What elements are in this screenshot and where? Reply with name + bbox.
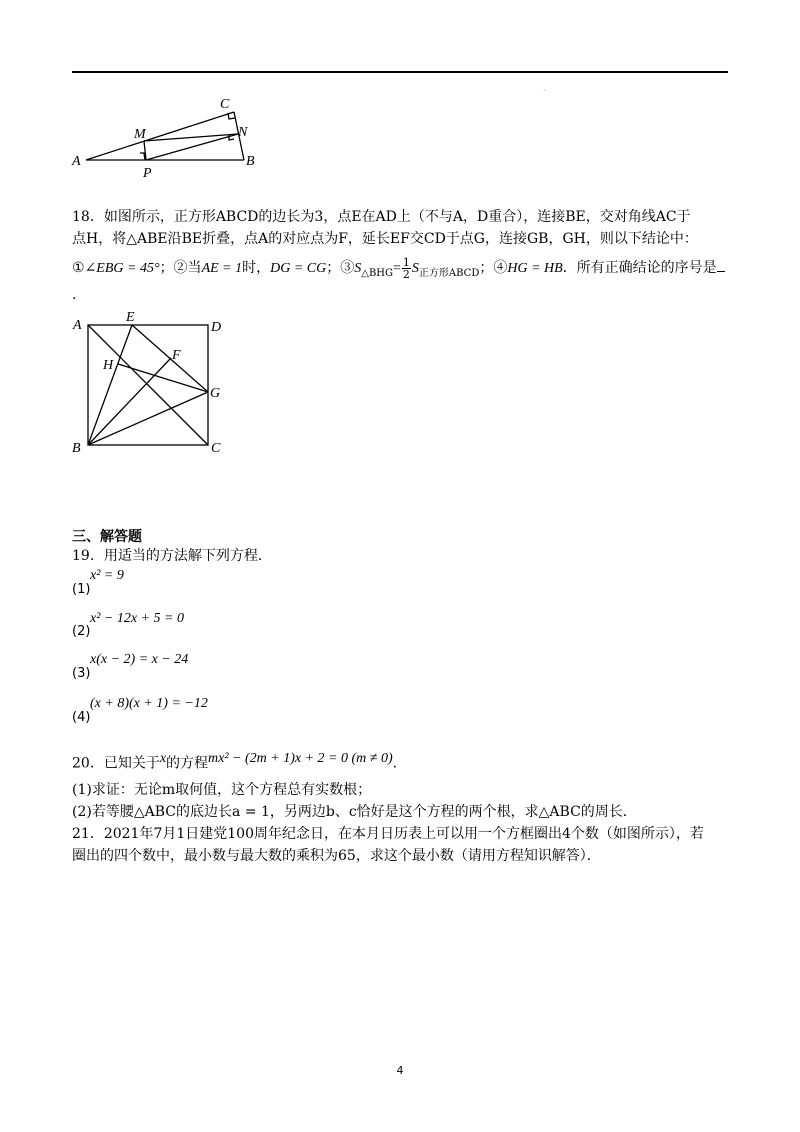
label-b: B [72,441,81,456]
label-c: C [220,97,230,112]
right-angle-p [140,153,145,160]
q20-intro [72,746,397,772]
choice-2-connector: 时， [242,260,271,276]
label-a: A [72,154,81,169]
label-m: M [134,127,146,142]
area-subscript-1: △BHG [361,267,393,279]
choice-1-marker: ① [72,260,85,276]
label-d: D [211,320,222,335]
q20-intro-end: . [392,755,398,772]
q20-part2: (2)若等腰△ABC的底边长a = 1，另两边b、c恰好是这个方程的两个根，求△ABC的周长． [72,804,637,820]
label-g: G [210,386,221,401]
q18-line2: 点H，将△ABE沿BE折叠，点A的对应点为F，延长EF交CD于点G，连接GB，GH，则以下结论中： [72,231,698,247]
choice-4-expression: HG = HB [507,261,563,276]
scan-dot: · [543,86,546,95]
choice-1-expression: ∠EBG = 45° [84,261,160,276]
q18-question-tail: ．所有正确结论的序号是 [562,260,717,276]
choice-2-expression: DG = CG [270,261,327,276]
area-symbol-1: S [354,261,362,276]
label-a: A [73,318,82,333]
q19-label-2: (2) [72,624,91,639]
section-title: 三、解答题 [72,529,142,545]
label-h: H [103,358,114,373]
fraction-half [402,257,411,280]
choice-3-marker: ；③ [326,260,355,276]
q19-eq-2: x² − 12x + 5 = 0 [90,611,184,626]
q19-label-1: (1) [72,582,91,597]
segment-hg [118,364,208,392]
header-rule [72,71,728,73]
figure-17 [66,92,266,184]
q19-label-3: (3) [72,666,91,681]
choice-4-marker: ；④ [479,260,508,276]
q18-line3 [72,256,725,280]
fraction-denominator: 2 [402,267,410,281]
q21-line1: 21．2021年7月1日建党100周年纪念日，在本月日历表上可以用一个方框圈出4个数（如图所示），若 [72,826,704,842]
fraction-numerator: 1 [402,255,410,269]
area-subscript-2: 正方形ABCD [418,267,480,279]
label-c: C [211,441,221,456]
label-n: N [238,125,248,140]
page-number: 4 [396,1064,404,1077]
q19-eq-4: (x + 8)(x + 1) = −12 [90,696,208,711]
q21-line2: 圈出的四个数中，最小数与最大数的乘积为65，求这个最小数（请用方程知识解答）． [72,848,601,864]
label-e: E [126,310,135,325]
q19-label-4: (4) [72,710,91,725]
q20-intro-middle: 的方程 [166,755,209,772]
figure-18 [66,304,236,462]
q19-intro: 19．用适当的方法解下列方程． [72,548,272,564]
q18-end-period: . [72,287,77,303]
q20-equation: mx² − (2m + 1)x + 2 = 0 (m ≠ 0) [208,751,393,766]
answer-blank [717,271,725,272]
segment-bf [88,358,171,445]
q20-variable: x [159,751,167,766]
segment-bg [88,392,208,445]
label-f: F [172,348,181,363]
q19-eq-1: x² = 9 [90,568,124,583]
q20-part1: (1)求证：无论m取何值，这个方程总有实数根； [72,782,372,798]
q19-eq-3: x(x − 2) = x − 24 [90,652,189,667]
choice-2-marker: ；②当 [159,260,202,276]
label-p: P [143,166,152,181]
equals-sign: = [393,261,401,276]
q18-line1: 18．如图所示，正方形ABCD的边长为3，点E在AD上（不与A，D重合），连接BE，交对角线AC于 [72,209,691,225]
label-b: B [246,154,255,169]
choice-2-condition: AE = 1 [201,261,243,276]
q20-intro-prefix: 20．已知关于 [72,755,160,772]
area-symbol-2: S [411,261,419,276]
segment-be [88,325,132,445]
